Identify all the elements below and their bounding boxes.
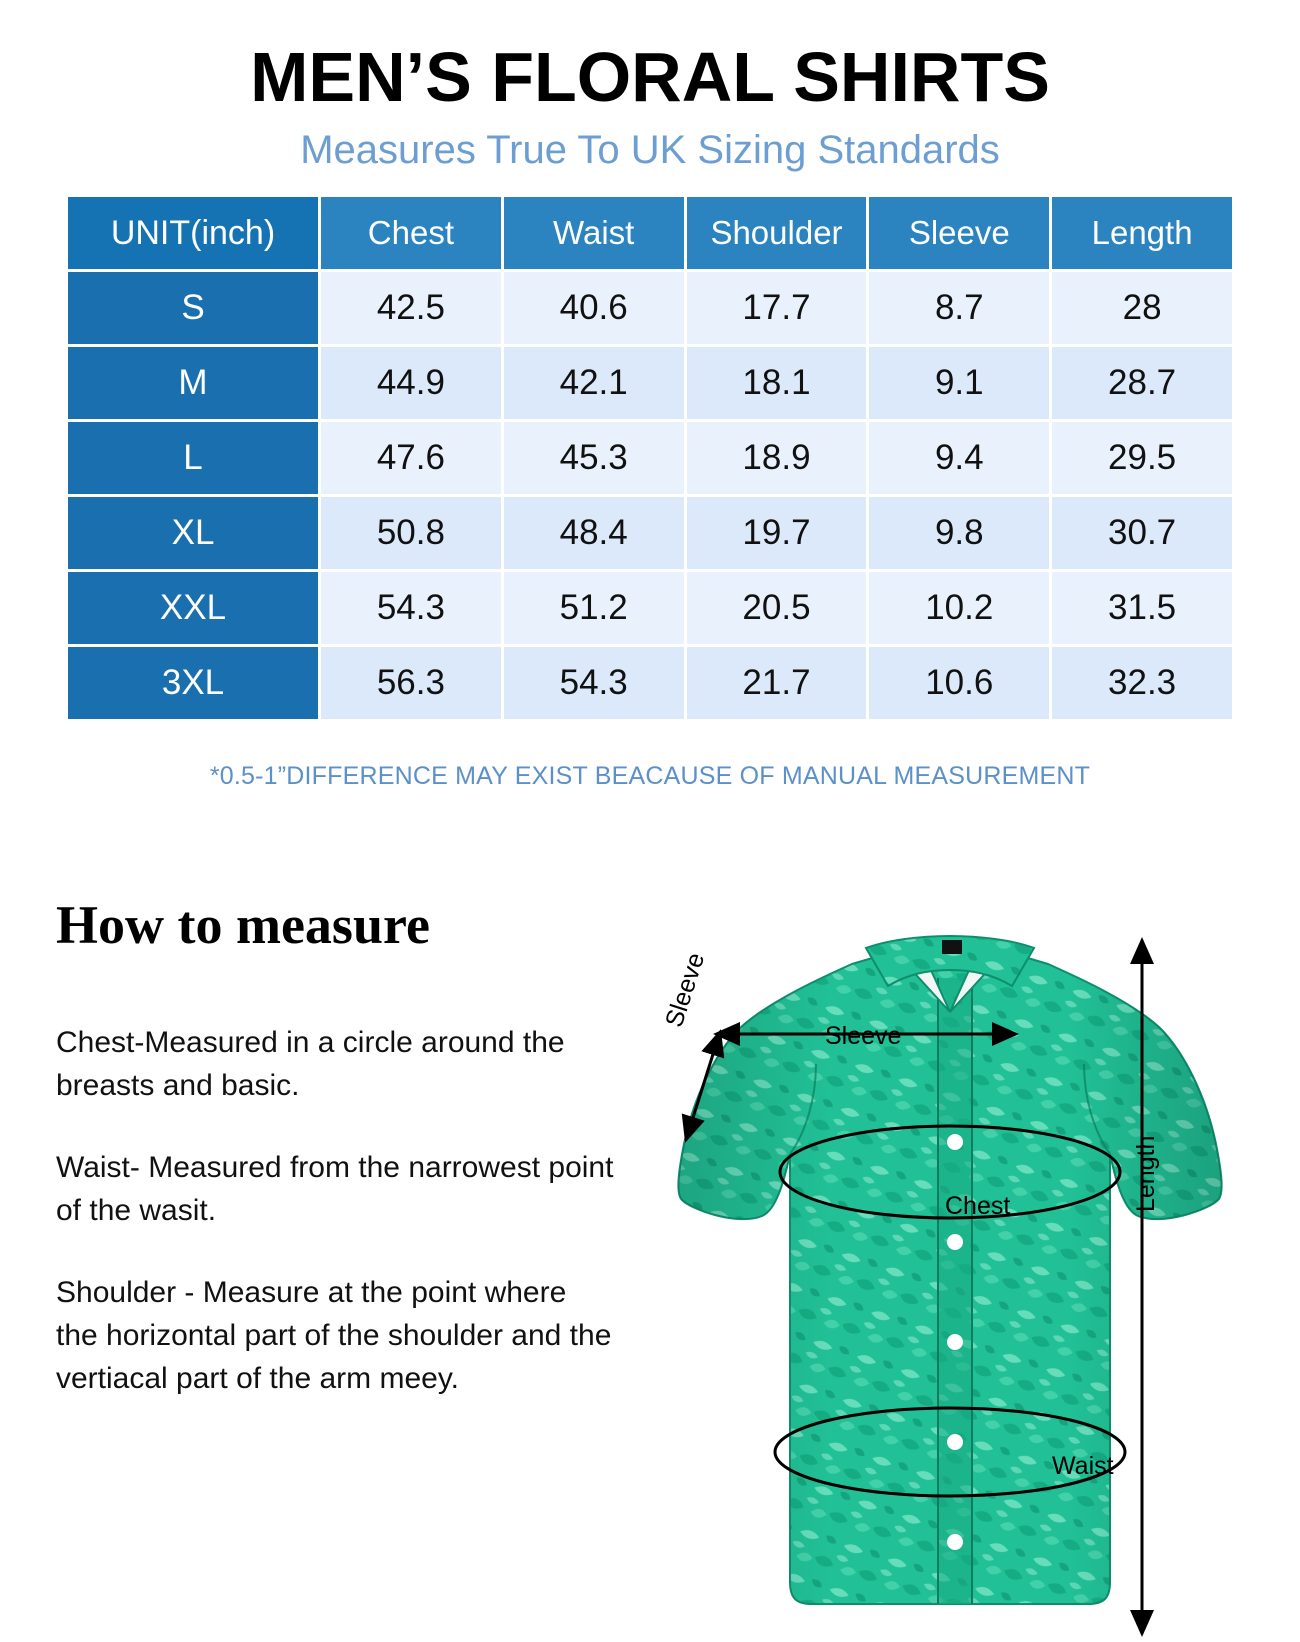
cell-size: S [68,272,318,344]
cell-length: 28 [1052,272,1232,344]
cell-chest: 54.3 [321,572,501,644]
cell-sleeve: 9.8 [869,497,1049,569]
cell-shoulder: 19.7 [687,497,867,569]
cell-waist: 40.6 [504,272,684,344]
table-row [68,647,1232,719]
cell-sleeve: 9.1 [869,347,1049,419]
cell-chest: 47.6 [321,422,501,494]
cell-length: 29.5 [1052,422,1232,494]
shirt-illustration [620,882,1280,1642]
cell-length: 30.7 [1052,497,1232,569]
column-header-unit: UNIT(inch) [68,197,318,269]
cell-waist: 42.1 [504,347,684,419]
label-sleeve-diagonal: Sleeve [660,949,711,1031]
column-header-chest: Chest [321,197,501,269]
list-item: Chest-Measured in a circle around the breasts and basic. [56,1026,565,1102]
table-row [68,572,1232,644]
cell-sleeve: 10.6 [869,647,1049,719]
how-to-measure-heading: How to measure [56,895,430,955]
cell-shoulder: 21.7 [687,647,867,719]
cell-shoulder: 17.7 [687,272,867,344]
table-row [68,497,1232,569]
table-row [68,272,1232,344]
shirt-graphic [678,936,1221,1604]
table-body [68,272,1232,719]
cell-size: M [68,347,318,419]
label-sleeve-top: Sleeve [825,1022,902,1050]
cell-chest: 56.3 [321,647,501,719]
how-to-measure-list [56,1022,616,1440]
cell-size: 3XL [68,647,318,719]
cell-size: XL [68,497,318,569]
page-subtitle: Measures True To UK Sizing Standards [300,128,1000,172]
cell-shoulder: 18.1 [687,347,867,419]
column-header-waist: Waist [504,197,684,269]
cell-sleeve: 10.2 [869,572,1049,644]
cell-sleeve: 9.4 [869,422,1049,494]
cell-length: 32.3 [1052,647,1232,719]
cell-waist: 48.4 [504,497,684,569]
table-row [68,422,1232,494]
measurement-disclaimer: *0.5-1”DIFFERENCE MAY EXIST BEACAUSE OF MANUAL MEASUREMENT [209,762,1091,790]
cell-chest: 42.5 [321,272,501,344]
size-chart-table [65,194,1235,722]
column-header-sleeve: Sleeve [869,197,1049,269]
cell-waist: 54.3 [504,647,684,719]
shirt-diagram-svg [620,882,1280,1642]
page-title: MEN’S FLORAL SHIRTS [250,38,1050,116]
list-item: Shoulder - Measure at the point where the horizontal part of the shoulder and the vertiacal part of the arm meey. [56,1276,612,1395]
cell-length: 31.5 [1052,572,1232,644]
cell-sleeve: 8.7 [869,272,1049,344]
cell-length: 28.7 [1052,347,1232,419]
table-row [68,347,1232,419]
label-chest: Chest [945,1192,1011,1220]
cell-size: XXL [68,572,318,644]
cell-size: L [68,422,318,494]
column-header-shoulder: Shoulder [687,197,867,269]
label-waist: Waist [1052,1452,1114,1480]
size-chart-table-wrapper [65,194,1235,722]
label-length: Length [1132,1135,1160,1212]
cell-chest: 44.9 [321,347,501,419]
list-item: Waist- Measured from the narrowest point of the wasit. [56,1151,614,1227]
table-header-row [68,197,1232,269]
column-header-length: Length [1052,197,1232,269]
cell-shoulder: 20.5 [687,572,867,644]
cell-chest: 50.8 [321,497,501,569]
cell-shoulder: 18.9 [687,422,867,494]
cell-waist: 51.2 [504,572,684,644]
cell-waist: 45.3 [504,422,684,494]
table-header [68,197,1232,269]
